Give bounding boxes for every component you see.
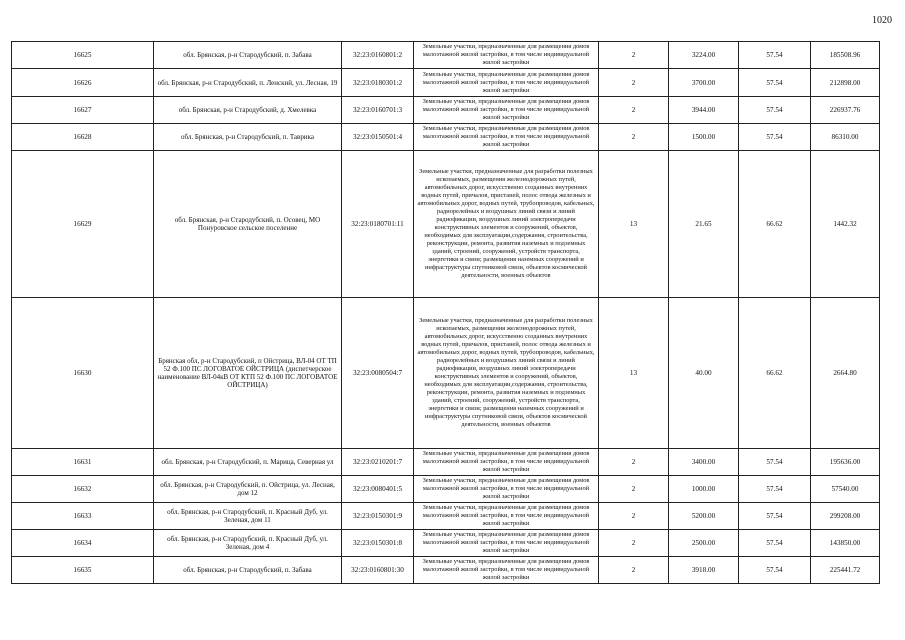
land-use-cell: Земельные участки, предназначенные для размещения домов малоэтажной жилой застройки, в том числе индивидуальной жилой застройки (414, 503, 599, 530)
rate-cell: 66.62 (739, 298, 811, 449)
rate-cell: 57.54 (739, 69, 811, 97)
group-cell: 2 (599, 503, 669, 530)
row-id-cell: 16630 (12, 298, 154, 449)
land-use-cell: Земельные участки, предназначенные для разработки полезных ископаемых, размещения железнодорожных путей, автомобильных дорог, искусственно созданных внутренних водных путей, причалов, пристаней, полос отвода железных и автомобильных дорог, водных путей, трубопроводов, кабельных, радиорелейных и воздушных линий связи и линий радиофикации, воздушных линий электропередачи конструктивных элементов и сооружений, объектов, необходимых для эксплуатации,содержания, строительства, реконструкции, ремонта, развития наземных и подземных зданий, строений, сооружений, устройств транспорта, энергетики и связи; размещения наземных сооружений и инфраструктуры спутниковой связи, объектов космической деятельности, военных объектов (414, 151, 599, 298)
address-cell: Брянская обл, р-н Стародубский, п Ойстрица, ВЛ-04 ОТ ТП 52 Ф.100 ПС ЛОГОВАТОЕ ОЙСТРИЦА (диспетчерское наименование ВЛ-04кВ ОТ КТП 52 Ф.100 ПС ЛОГОВАТОЕ ОЙСТРИЦА) (154, 298, 342, 449)
rate-cell: 57.54 (739, 476, 811, 503)
land-use-cell: Земельные участки, предназначенные для размещения домов малоэтажной жилой застройки, в том числе индивидуальной жилой застройки (414, 476, 599, 503)
table-row (12, 97, 880, 124)
area-cell: 21.65 (669, 151, 739, 298)
area-cell: 40.00 (669, 298, 739, 449)
cadastral-number-cell: 32:23:0080504:7 (342, 298, 414, 449)
address-cell: обл. Брянская, р-н Стародубский, п. Красный Дуб, ул. Зеленая, дом 11 (154, 503, 342, 530)
cadastral-number-cell: 32:23:0150501:4 (342, 124, 414, 151)
group-cell: 2 (599, 449, 669, 476)
land-use-cell: Земельные участки, предназначенные для разработки полезных ископаемых, размещения железнодорожных путей, автомобильных дорог, искусственно созданных внутренних водных путей, причалов, пристаней, полос отвода железных и автомобильных дорог, водных путей, трубопроводов, кабельных, радиорелейных и воздушных линий связи и линий радиофикации, воздушных линий электропередачи конструктивных элементов и сооружений, объектов, необходимых для эксплуатации,содержания, строительства, реконструкции, ремонта, развития наземных и подземных зданий, строений, сооружений, устройств транспорта, энергетики и связи; размещения наземных сооружений и инфраструктуры спутниковой связи, объектов космической деятельности, военных объектов (414, 298, 599, 449)
row-id-cell: 16628 (12, 124, 154, 151)
address-cell: обл. Брянская, р-н Стародубский, п. Ойстрица, ул. Лесная, дом 12 (154, 476, 342, 503)
group-cell: 2 (599, 530, 669, 557)
table-row (12, 298, 880, 449)
address-cell: обл. Брянская, р-н Стародубский, п. Красный Дуб, ул. Зеленая, дом 4 (154, 530, 342, 557)
group-cell: 2 (599, 557, 669, 584)
cadastral-valuation-table (11, 41, 880, 584)
land-use-cell: Земельные участки, предназначенные для размещения домов малоэтажной жилой застройки, в том числе индивидуальной жилой застройки (414, 124, 599, 151)
table-row (12, 449, 880, 476)
cadastral-number-cell: 32:23:0150301:9 (342, 503, 414, 530)
area-cell: 3700.00 (669, 69, 739, 97)
rate-cell: 57.54 (739, 557, 811, 584)
row-id-cell: 16626 (12, 69, 154, 97)
area-cell: 5200.00 (669, 503, 739, 530)
group-cell: 2 (599, 97, 669, 124)
cadastral-number-cell: 32:23:0160701:3 (342, 97, 414, 124)
address-cell: обл. Брянская, р-н Стародубский, д. Хмелевка (154, 97, 342, 124)
table-row (12, 557, 880, 584)
rate-cell: 57.54 (739, 449, 811, 476)
cadastral-number-cell: 32:23:0080401:5 (342, 476, 414, 503)
rate-cell: 57.54 (739, 42, 811, 69)
cadastral-number-cell: 32:23:0180701:11 (342, 151, 414, 298)
cadastral-number-cell: 32:23:0160801:2 (342, 42, 414, 69)
table-row (12, 69, 880, 97)
row-id-cell: 16635 (12, 557, 154, 584)
table-row (12, 503, 880, 530)
table-body (12, 42, 880, 584)
cadastral-number-cell: 32:23:0180301:2 (342, 69, 414, 97)
rate-cell: 57.54 (739, 124, 811, 151)
cadastral-value-cell: 2664.80 (811, 298, 880, 449)
address-cell: обл. Брянская, р-н Стародубский, п. Ленский, ул. Лесная, 19 (154, 69, 342, 97)
row-id-cell: 16633 (12, 503, 154, 530)
cadastral-number-cell: 32:23:0210201:7 (342, 449, 414, 476)
rate-cell: 57.54 (739, 530, 811, 557)
address-cell: обл. Брянская, р-н Стародубский, п. Марица, Северная ул (154, 449, 342, 476)
land-use-cell: Земельные участки, предназначенные для размещения домов малоэтажной жилой застройки, в том числе индивидуальной жилой застройки (414, 69, 599, 97)
cadastral-value-cell: 57540.00 (811, 476, 880, 503)
cadastral-value-cell: 226937.76 (811, 97, 880, 124)
group-cell: 13 (599, 298, 669, 449)
cadastral-value-cell: 299208.00 (811, 503, 880, 530)
cadastral-value-cell: 86310.00 (811, 124, 880, 151)
cadastral-value-cell: 225441.72 (811, 557, 880, 584)
group-cell: 2 (599, 476, 669, 503)
rate-cell: 57.54 (739, 503, 811, 530)
cadastral-value-cell: 143850.00 (811, 530, 880, 557)
row-id-cell: 16625 (12, 42, 154, 69)
rate-cell: 57.54 (739, 97, 811, 124)
address-cell: обл. Брянская, р-н Стародубский, п. Осовец, МО Понуровское сельское поселение (154, 151, 342, 298)
group-cell: 2 (599, 42, 669, 69)
area-cell: 3400.00 (669, 449, 739, 476)
page-number: 1020 (872, 15, 892, 26)
land-use-cell: Земельные участки, предназначенные для размещения домов малоэтажной жилой застройки, в том числе индивидуальной жилой застройки (414, 530, 599, 557)
table-row (12, 476, 880, 503)
land-use-cell: Земельные участки, предназначенные для размещения домов малоэтажной жилой застройки, в том числе индивидуальной жилой застройки (414, 42, 599, 69)
area-cell: 3944.00 (669, 97, 739, 124)
cadastral-value-cell: 185508.96 (811, 42, 880, 69)
address-cell: обл. Брянская, р-н Стародубский, п. Таврика (154, 124, 342, 151)
cadastral-number-cell: 32:23:0150301:8 (342, 530, 414, 557)
row-id-cell: 16629 (12, 151, 154, 298)
address-cell: обл. Брянская, р-н Стародубский, п. Забава (154, 42, 342, 69)
area-cell: 2500.00 (669, 530, 739, 557)
table-row (12, 42, 880, 69)
group-cell: 2 (599, 69, 669, 97)
rate-cell: 66.62 (739, 151, 811, 298)
group-cell: 2 (599, 124, 669, 151)
cadastral-value-cell: 1442.32 (811, 151, 880, 298)
land-use-cell: Земельные участки, предназначенные для размещения домов малоэтажной жилой застройки, в том числе индивидуальной жилой застройки (414, 557, 599, 584)
row-id-cell: 16632 (12, 476, 154, 503)
land-use-cell: Земельные участки, предназначенные для размещения домов малоэтажной жилой застройки, в том числе индивидуальной жилой застройки (414, 449, 599, 476)
cadastral-value-cell: 195636.00 (811, 449, 880, 476)
row-id-cell: 16634 (12, 530, 154, 557)
cadastral-number-cell: 32:23:0160801:30 (342, 557, 414, 584)
row-id-cell: 16631 (12, 449, 154, 476)
area-cell: 3918.00 (669, 557, 739, 584)
cadastral-value-cell: 212898.00 (811, 69, 880, 97)
area-cell: 3224.00 (669, 42, 739, 69)
row-id-cell: 16627 (12, 97, 154, 124)
address-cell: обл. Брянская, р-н Стародубский, п. Забава (154, 557, 342, 584)
group-cell: 13 (599, 151, 669, 298)
land-use-cell: Земельные участки, предназначенные для размещения домов малоэтажной жилой застройки, в том числе индивидуальной жилой застройки (414, 97, 599, 124)
area-cell: 1000.00 (669, 476, 739, 503)
table-row (12, 124, 880, 151)
area-cell: 1500.00 (669, 124, 739, 151)
table-row (12, 151, 880, 298)
table-row (12, 530, 880, 557)
